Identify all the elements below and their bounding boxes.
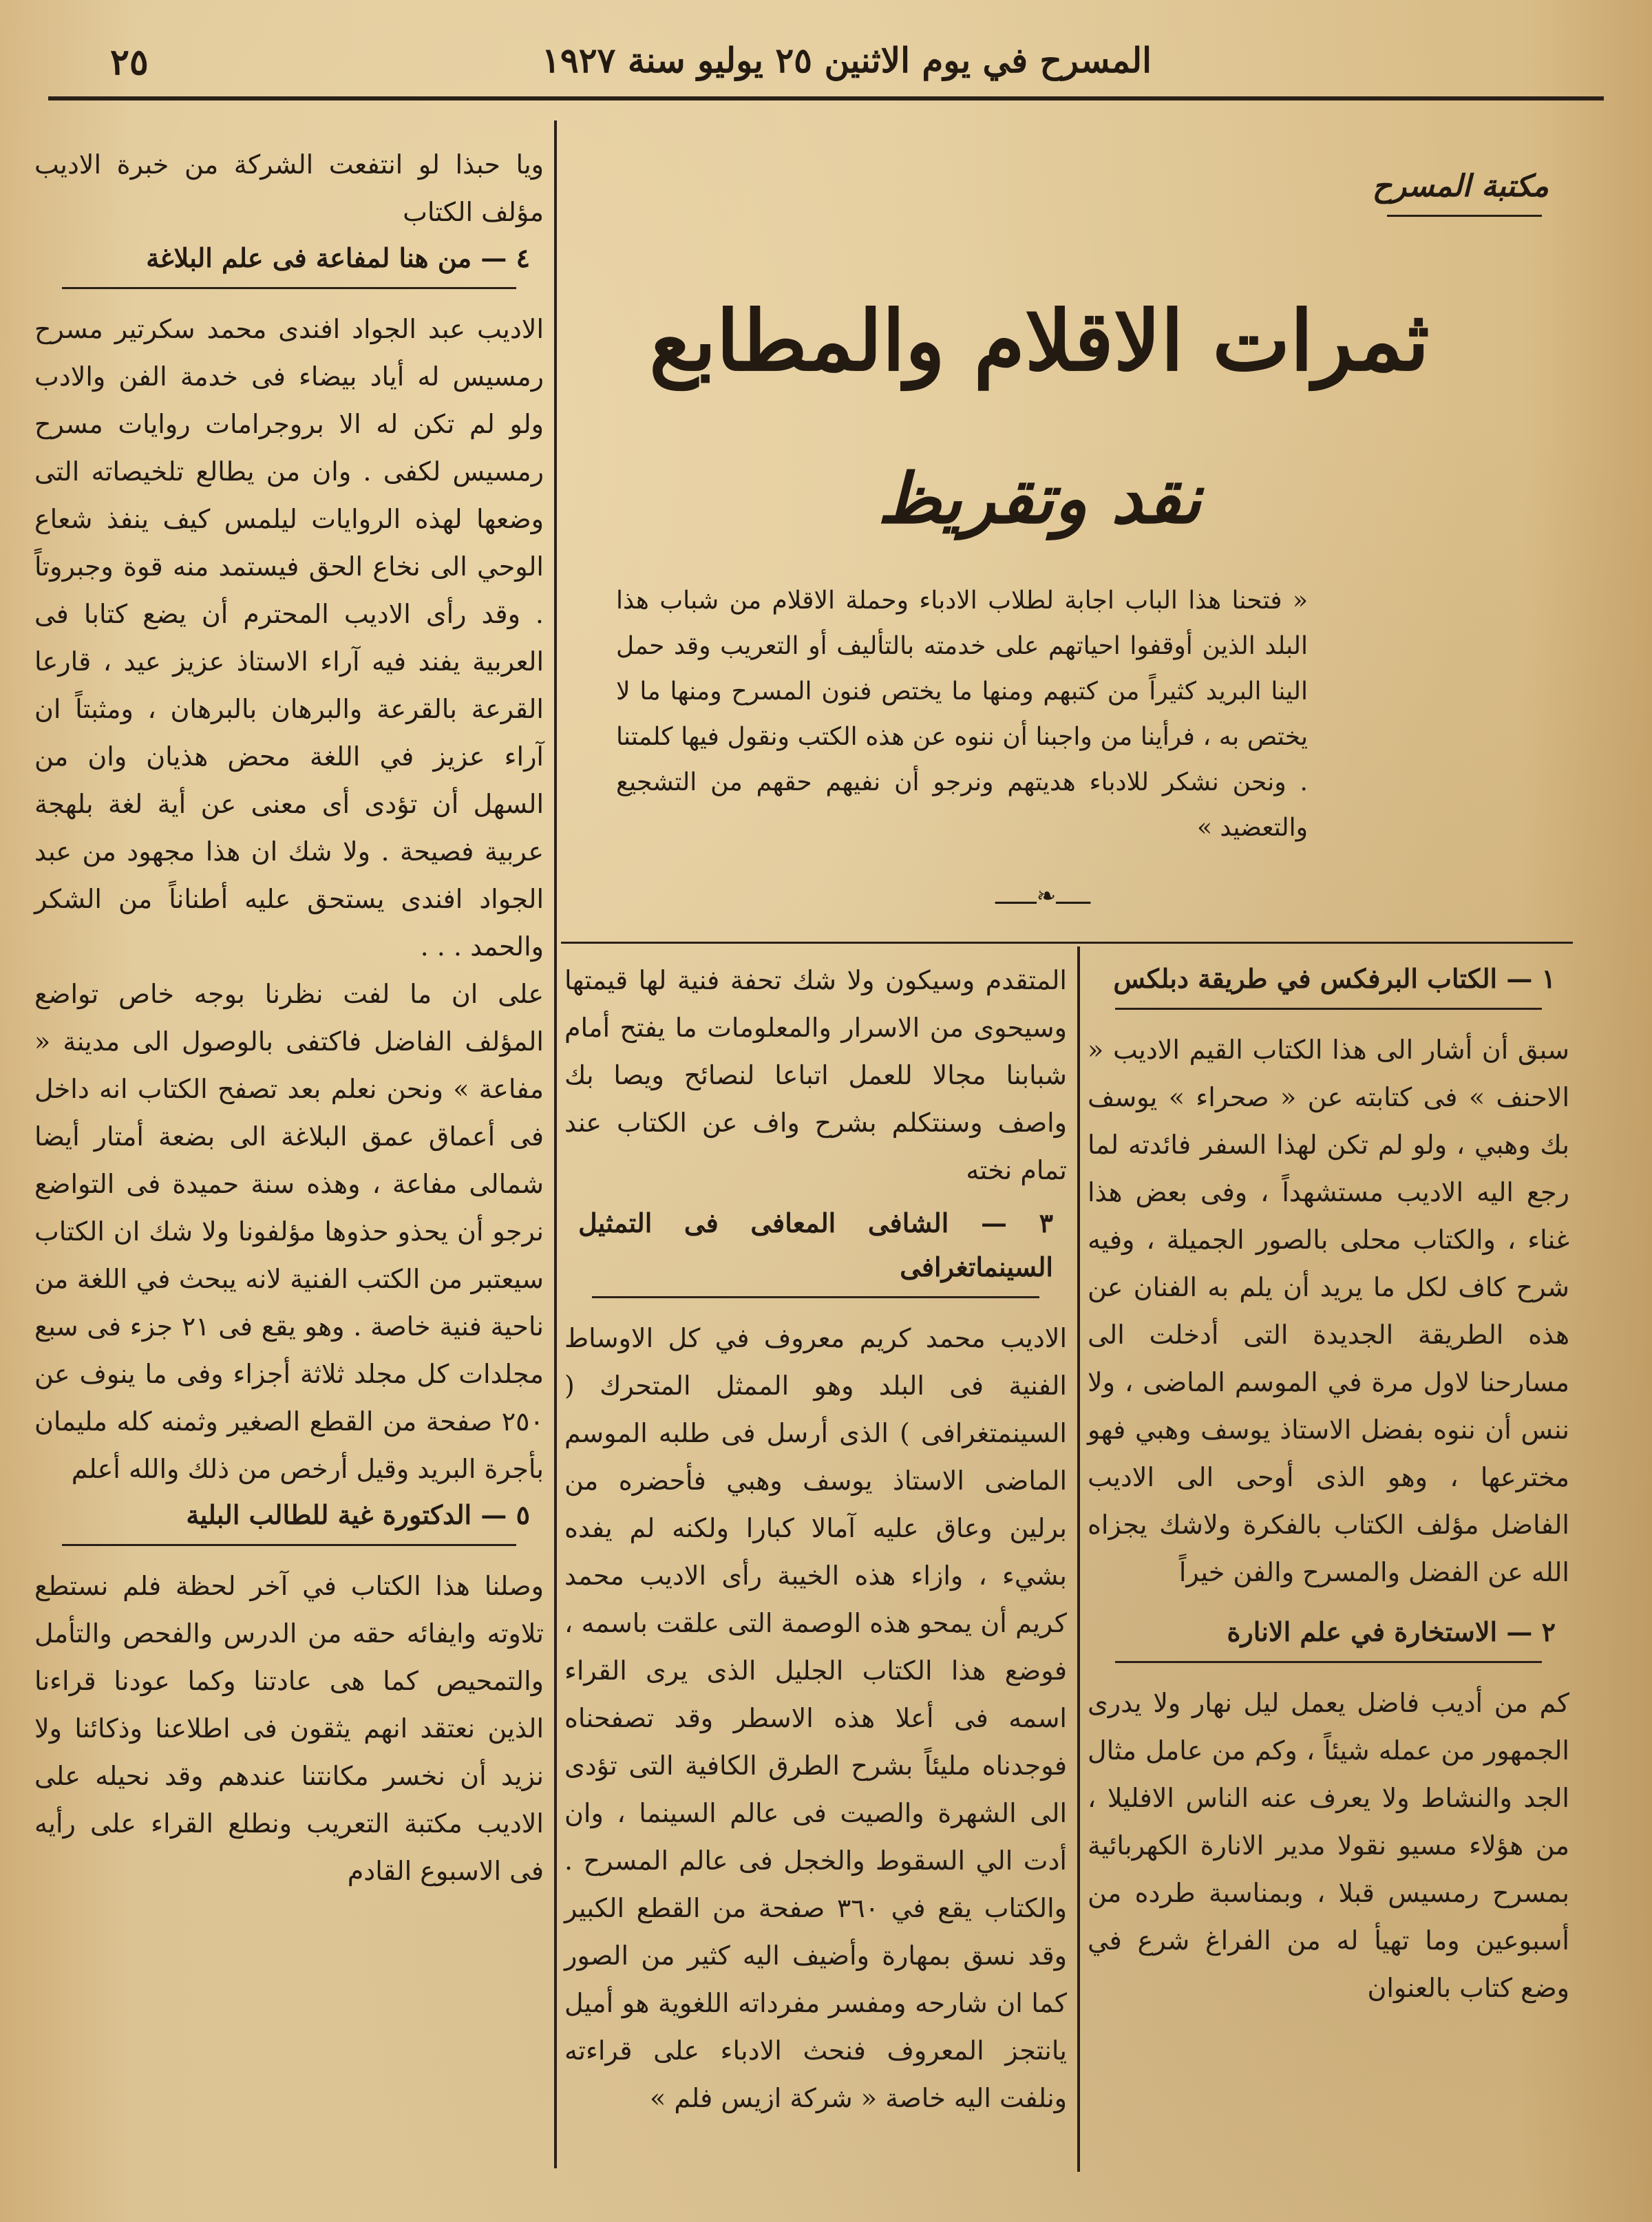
heading-rule <box>62 1544 516 1546</box>
article-column-right <box>1088 957 1569 2012</box>
ornament-divider: ـــــ❧ــــــ <box>995 882 1091 910</box>
heading-rule <box>1115 1008 1542 1010</box>
article-heading-3: ٣ — الشافى المعافى فى التمثيل السينماتغرافى <box>578 1207 1053 1282</box>
section-label-underline <box>1387 215 1542 217</box>
article-heading-2: ٢ — الاستخارة في علم الانارة <box>1227 1616 1556 1647</box>
article-body-3: الاديب محمد كريم معروف في كل الاوساط الفنية فى البلد وهو الممثل المتحرك ( السينمتغرافى ) الذى أرسل فى طلبه الموسم الماضى الاستاذ يوسف وهبي فأحضره من برلين وعاق عليه آمالا كبارا ولكنه لم يفده بشيء ، وازاء هذه الخيبة رأى الاديب محمد كريم أن يمحو هذه الوصمة التى علقت باسمه ، فوضع هذا الكتاب الجليل الذى يرى القراء اسمه فى أعلا هذه الاسطر وقد تصفحناه فوجدناه مليئاً بشرح الطرق الكافية التى تؤدى الى الشهرة والصيت فى عالم السينما ، وان أدت الي السقوط والخجل فى عالم المسرح . والكتاب يقع في ٣٦٠ صفحة من القطع الكبير وقد نسق بمهارة وأضيف اليه كثير من الصور كما ان شارحه ومفسر مفرداته اللغوية هو أميل يانتجز المعروف فنحث الادباء على قراءته ونلفت اليه خاصة « شركة ازيس فلم » <box>564 1323 1067 2113</box>
article-column-left <box>34 141 544 1895</box>
title-block-rule <box>561 942 1573 944</box>
article-body-2: كم من أديب فاضل يعمل ليل نهار ولا يدرى الجمهور من عمله شيئاً ، وكم من عامل مثال الجد والنشاط ولا يعرف عنه الناس الافليلا ، من هؤلاء مسيو نقولا مدير الانارة الكهربائية بمسرح رمسيس قبلا ، وبمناسبة طرده من أسبوعين وما تهيأ له من الفراغ شرع في وضع كتاب بالعنوان <box>1088 1688 1569 2003</box>
article-body-4: الاديب عبد الجواد افندى محمد سكرتير مسرح رمسيس له أياد بيضاء فى خدمة الفن والادب ولو لم تكن له الا بروجرامات روايات مسرح رمسيس لكفى . وان من يطالع تلخيصاته التى وضعها لهذه الروايات ليلمس كيف ينفذ شعاع الوحي الى نخاع الحق فيستمد منه قوة وجبروتاً . وقد رأى الاديب المحترم أن يضع كتابا فى العربية يفند فيه آراء الاستاذ عزيز عيد ، قارعا القرعة بالقرعة والبرهان بالبرهان ، ومثبتاً ان آراء عزيز في اللغة محض هذيان وان من السهل أن تؤدى أى معنى عن أية لغة بلهجة عربية فصيحة . ولا شك ان هذا مجهود من عبد الجواد افندى يستحق عليه أطناناً من الشكر والحمد . . . <box>34 314 544 962</box>
heading-rule <box>1115 1661 1542 1663</box>
page-title: ثمرات الاقلام والمطابع <box>649 293 1430 390</box>
article-heading-4: ٤ — من هنا لمفاعة فى علم البلاغة <box>146 242 530 273</box>
column-divider-left <box>554 120 557 2168</box>
article-column-middle <box>564 957 1067 2122</box>
article-body-5: وصلنا هذا الكتاب في آخر لحظة فلم نستطع تلاوته وايفائه حقه من الدرس والفحص والتأمل والتمحيص كما هى عادتنا وكما عودنا قراءنا الذين نعتقد انهم يثقون فى اطلاعنا وذكائنا ولا نزيد أن نخسر مكانتنا عندهم وقد نحيله على الاديب مكتبة التعريب ونطلع القراء على رأيه فى الاسبوع القادم <box>34 1571 544 1886</box>
article-heading-5: ٥ — الدكتورة غية للطالب البلية <box>186 1499 530 1530</box>
intro-paragraph: « فتحنا هذا الباب اجابة لطلاب الادباء وحملة الاقلام من شباب هذا البلد الذين أوقفوا احياتهم على خدمته بالتأليف أو التعريب وقد حمل الينا البريد كثيراً من كتبهم ومنها ما يختص فنون المسرح ومنها ما لا يختص به ، فرأينا من واجبنا أن ننوه عن هذه الكتب ونقول فيها كلمتنا . ونحن نشكر للادباء هديتهم ونرجو أن نفيهم حقهم من التشجيع والتعضيد » <box>616 586 1309 842</box>
article-body-3-continued: ويا حبذا لو انتفعت الشركة من خبرة الاديب مؤلف الكتاب <box>34 149 544 227</box>
page-subtitle: نقد وتقريظ <box>877 458 1202 539</box>
article-body-4b: على ان ما لفت نظرنا بوجه خاص تواضع المؤلف الفاضل فاكتفى بالوصول الى مدينة « مفاعة » ونحن نعلم بعد تصفح الكتاب انه داخل فى أعماق عمق البلاغة الى بضعة أمتار أيضا شمالى مفاعة ، وهذه سنة حميدة فى التواضع نرجو أن يحذو حذوها مؤلفونا ولا شك ان الكتاب سيعتبر من الكتب الفنية لانه يبحث في اللغة من ناحية فنية خاصة . وهو يقع فى ٢١ جزء فى سبع مجلدات كل مجلد ثلاثة أجزاء وفى ما ينوف عن ٢٥٠ صفحة من القطع الصغير وثمنه كله مليمان بأجرة البريد وقيل أرخص من ذلك والله أعلم <box>34 979 544 1484</box>
page-number: ٢٥ <box>110 41 149 83</box>
running-head: المسرح في يوم الاثنين ٢٥ يوليو سنة ١٩٢٧ <box>541 40 1152 81</box>
article-body-2-continued: المتقدم وسيكون ولا شك تحفة فنية لها قيمتها وسيحوى من الاسرار والمعلومات ما يفتح أمام شبابنا مجالا للعمل اتباعا لنصائح ويصا بك واصف وسنتكلم بشرح واف عن الكتاب عند تمام نخته <box>564 965 1067 1185</box>
column-divider-right <box>1077 946 1080 2172</box>
header-rule <box>48 96 1604 100</box>
heading-rule <box>62 287 516 289</box>
section-label: مكتبة المسرح <box>1372 169 1549 204</box>
heading-rule <box>592 1296 1039 1298</box>
article-heading-1: ١ — الكتاب البرفكس في طريقة دبلكس <box>1113 963 1556 994</box>
article-body-1: سبق أن أشار الى هذا الكتاب القيم الاديب « الاحنف » فى كتابته عن « صحراء » يوسف بك وهبي ، ولو لم تكن لهذا السفر فائدته لما رجع اليه الاديب مستشهداً ، وفى بعض هذا غناء ، والكتاب محلى بالصور الجميلة ، وفيه شرح كاف لكل ما يريد أن يلم به الفنان عن هذه الطريقة الجديدة التى أدخلت الى مسارحنا لاول مرة في الموسم الماضى ، ولا ننس أن ننوه بفضل الاستاذ يوسف وهبي فهو مخترعها ، وهو الذى أوحى الى الاديب الفاضل مؤلف الكتاب بالفكرة ولاشك يجزاه الله عن الفضل والمسرح والفن خيراً <box>1088 1035 1569 1587</box>
